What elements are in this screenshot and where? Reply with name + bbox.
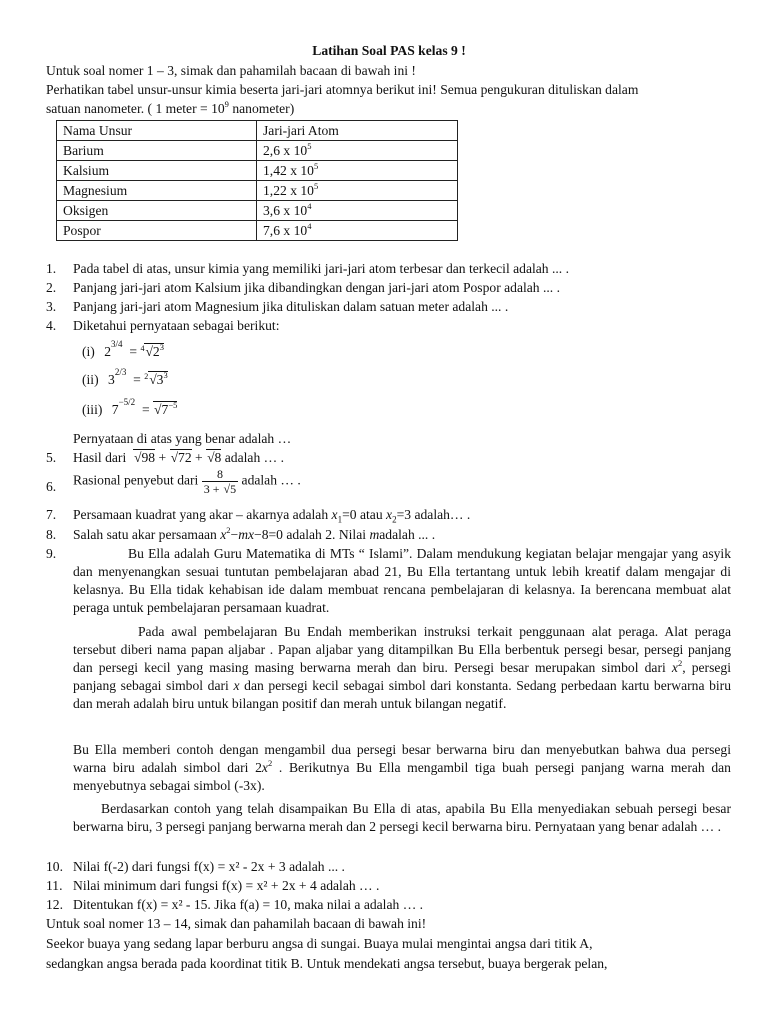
math-expression: x bbox=[331, 507, 338, 522]
table-row bbox=[57, 201, 458, 221]
table-row bbox=[57, 221, 458, 241]
math-expression: x bbox=[220, 527, 227, 542]
table-cell: Kalsium bbox=[57, 161, 257, 181]
question-9-paragraph-2: Pada awal pembelajaran Bu Endah memberikan instruksi terkait penggunaan alat peraga. Alat peraga tersebut diberi nama papan aljabar . Papan aljabar yang ditampilkan Bu Ella berbentuk persegi besar, persegi panjang dan persegi kecil yang masing masing berwarna merah dan biru. Persegi besar merupakan simbol dari $x^2$, persegi panjang sebagai simbol dari x dan persegi kecil sebagai simbol dari konstanta. Sedang perbedaan kartu berwarna biru dan merah adalah biru untuk bilangan positif dan merah untuk bilangan negatif. bbox=[73, 624, 732, 711]
math-expression: $3^{2/3} = ^2√3^3$ bbox=[108, 367, 168, 387]
question-7-text: Persamaan kuadrat yang akar – akarnya adalah bbox=[73, 507, 329, 522]
q9-p2-end: dan persegi kecil sebagai simbol dari konstanta. Sedang perbedaan kartu berwarna biru dan merah adalah biru untuk bilangan positif dan merah untuk bilangan negatif. bbox=[73, 678, 732, 711]
document-title: Latihan Soal PAS kelas 9 ! bbox=[312, 43, 466, 58]
question-number: 5. bbox=[46, 450, 57, 465]
table-cell bbox=[257, 181, 458, 201]
question-3: Panjang jari-jari atom Magnesium jika dituliskan dalam satuan meter adalah ... . bbox=[73, 299, 509, 314]
radius-exponent: 4 bbox=[307, 220, 312, 231]
question-5-end: adalah … . bbox=[224, 450, 285, 465]
question-4-end: Pernyataan di atas yang benar adalah … bbox=[73, 431, 292, 446]
question-9-paragraph-4: Berdasarkan contoh yang telah disampaikan Bu Ella di atas, apabila Bu Ella menyediakan sebuah persegi besar berwarna biru, 3 persegi panjang berwarna merah dan 2 persegi kecil berwarna biru. Pernyataan yang benar adalah … . bbox=[73, 801, 731, 834]
intro-2a: Perhatikan tabel unsur-unsur kimia beserta jari-jari atomnya berikut ini! Semua pengukuran dituliskan dalam bbox=[46, 82, 639, 97]
intro-2b-end: nanometer) bbox=[228, 101, 295, 116]
table-header-cell: Nama Unsur bbox=[57, 121, 257, 141]
radius-base: 2,6 x 10 bbox=[263, 142, 308, 158]
question-4: Diketahui pernyataan sebagai berikut: bbox=[73, 318, 280, 333]
question-5-text: Hasil dari bbox=[73, 450, 127, 465]
table-cell: Oksigen bbox=[57, 201, 257, 221]
question-number: 7. bbox=[46, 507, 57, 522]
intro-2b-text: satuan nanometer. ( 1 meter = 10 bbox=[46, 101, 225, 116]
q9-p2-text: Pada awal pembelajaran Bu Endah memberikan instruksi terkait penggunaan alat peraga. Alat peraga tersebut diberi nama papan aljabar . Papan aljabar yang ditampilkan Bu Ella berbentuk persegi besar, persegi panjang dan persegi kecil yang masing masing berwarna merah dan biru. Persegi besar merupakan simbol dari bbox=[73, 624, 731, 675]
statement-label: (iii) bbox=[82, 402, 103, 417]
question-8-end: adalah ... . bbox=[379, 527, 436, 542]
question-2: Panjang jari-jari atom Kalsium jika dibandingkan dengan jari-jari atom Pospor adalah ... . bbox=[73, 280, 560, 295]
story-line-1: Seekor buaya yang sedang lapar berburu angsa di sungai. Buaya mulai mengintai angsa dari titik A, bbox=[46, 936, 593, 951]
radius-exponent: 5 bbox=[313, 180, 319, 191]
statement-label: (i) bbox=[82, 344, 95, 359]
q9-p2-mid: , persegi panjang sebagai simbol dari bbox=[73, 660, 731, 693]
question-number: 9. bbox=[46, 546, 57, 561]
question-6 bbox=[73, 467, 301, 496]
question-8-text: Salah satu akar persamaan bbox=[73, 527, 217, 542]
question-number: 10. bbox=[46, 859, 63, 874]
question-number: 3. bbox=[46, 299, 57, 314]
intro-2b-exponent: 9 bbox=[224, 99, 229, 109]
table-cell: Pospor bbox=[57, 221, 257, 241]
question-number: 6. bbox=[46, 479, 57, 494]
question-9-paragraph-1: Bu Ella adalah Guru Matematika di MTs “ Islami”. Dalam mendukung kegiatan belajar mengajar yang asyik dan menyenangkan sesuai tuntutan pembelajaran abad 21, Bu Ella tertantang untuk lebih kreatif dalam mengajar di kelasnya. Bu Ella tidak kehabisan ide dalam membuat rencana pembelajaran di kelasnya. Ia berencana membuat alat peraga untuk pembelajaran persamaan kuadrat. bbox=[73, 546, 731, 615]
statement-i bbox=[82, 339, 164, 361]
q9-p3-text: Bu Ella memberi contoh dengan mengambil dua persegi besar berwarna biru dan menyebutkan bahwa dua persegi warna biru adalah simbol dari bbox=[73, 742, 731, 775]
math-expression: √98 + √72 + √8 bbox=[134, 450, 222, 465]
question-5 bbox=[73, 449, 284, 467]
question-number: 8. bbox=[46, 527, 57, 542]
statement-ii bbox=[82, 367, 168, 389]
table-cell: Barium bbox=[57, 141, 257, 161]
question-12: Ditentukan f(x) = x² - 15. Jika f(a) = 10, maka nilai a adalah … . bbox=[73, 897, 424, 912]
math-expression: $7^{-5/2} = √7^{-5}$ bbox=[111, 397, 178, 417]
question-8: Salah satu akar persamaan $x^2-mx-8=0$ adalah 2. Nilai madalah ... . bbox=[73, 525, 436, 542]
question-number: 2. bbox=[46, 280, 57, 295]
radius-base: 3,6 x 10 bbox=[263, 202, 308, 218]
radius-exponent: 4 bbox=[307, 200, 312, 211]
table-cell bbox=[257, 161, 458, 181]
radius-exponent: 5 bbox=[307, 140, 312, 151]
table-cell bbox=[257, 141, 458, 161]
question-7-or: atau bbox=[359, 507, 383, 522]
table-cell bbox=[257, 221, 458, 241]
question-6-end: adalah … . bbox=[241, 472, 301, 488]
table-cell: Magnesium bbox=[57, 181, 257, 201]
question-7: Persamaan kuadrat yang akar – akarnya adalah $x_1=0$ atau $x_2=3$ adalah… . bbox=[73, 507, 471, 525]
intro-2b bbox=[46, 100, 294, 118]
story-line-2: sedangkan angsa berada pada koordinat titik B. Untuk mendekati angsa tersebut, buaya bergerak pelan, bbox=[46, 956, 608, 971]
radius-exponent: 5 bbox=[313, 160, 319, 171]
q9-p3-end: . Berikutnya Bu Ella mengambil tiga buah persegi panjang warna merah dan menyebutnya sebagai simbol (-3x). bbox=[73, 760, 731, 793]
intro-3: Untuk soal nomer 13 – 14, simak dan pahamilah bacaan di bawah ini! bbox=[46, 916, 427, 931]
question-number: 12. bbox=[46, 897, 63, 912]
statement-iii bbox=[82, 397, 178, 419]
table-header-cell: Jari-jari Atom bbox=[257, 121, 458, 141]
radius-base: 7,6 x 10 bbox=[263, 222, 308, 238]
question-7-end: adalah… . bbox=[414, 507, 471, 522]
table-row bbox=[57, 141, 458, 161]
math-expression: $2^{3/4} = ^4√2^3$ bbox=[104, 339, 164, 359]
statement-label: (ii) bbox=[82, 372, 99, 387]
table-header-row bbox=[57, 121, 458, 141]
table-row bbox=[57, 161, 458, 181]
question-6-text: Rasional penyebut dari bbox=[73, 472, 199, 488]
radius-base: 1,22 x 10 bbox=[263, 182, 314, 198]
question-number: 1. bbox=[46, 261, 57, 276]
math-fraction: $\frac{8}{3 + √5}$ bbox=[203, 467, 237, 496]
question-9-paragraph-3: Bu Ella memberi contoh dengan mengambil dua persegi besar berwarna biru dan menyebutkan bahwa dua persegi warna biru adalah simbol dari $2x^2$ . Berikutnya Bu Ella mengambil tiga buah persegi panjang warna merah dan menyebutnya sebagai simbol (-3x). bbox=[73, 742, 731, 793]
table-cell bbox=[257, 201, 458, 221]
question-number: 11. bbox=[46, 878, 63, 893]
atom-table bbox=[56, 120, 458, 241]
question-11: Nilai minimum dari fungsi f(x) = x² + 2x + 4 adalah … . bbox=[73, 878, 380, 893]
question-10: Nilai f(-2) dari fungsi f(x) = x² - 2x + 3 adalah ... . bbox=[73, 859, 345, 874]
question-8-mid: adalah 2. Nilai bbox=[286, 527, 367, 542]
table-row bbox=[57, 181, 458, 201]
question-number: 4. bbox=[46, 318, 57, 333]
intro-1: Untuk soal nomer 1 – 3, simak dan pahamilah bacaan di bawah ini ! bbox=[46, 63, 416, 78]
question-1: Pada tabel di atas, unsur kimia yang memiliki jari-jari atom terbesar dan terkecil adalah ... . bbox=[73, 261, 569, 276]
radius-base: 1,42 x 10 bbox=[263, 162, 314, 178]
